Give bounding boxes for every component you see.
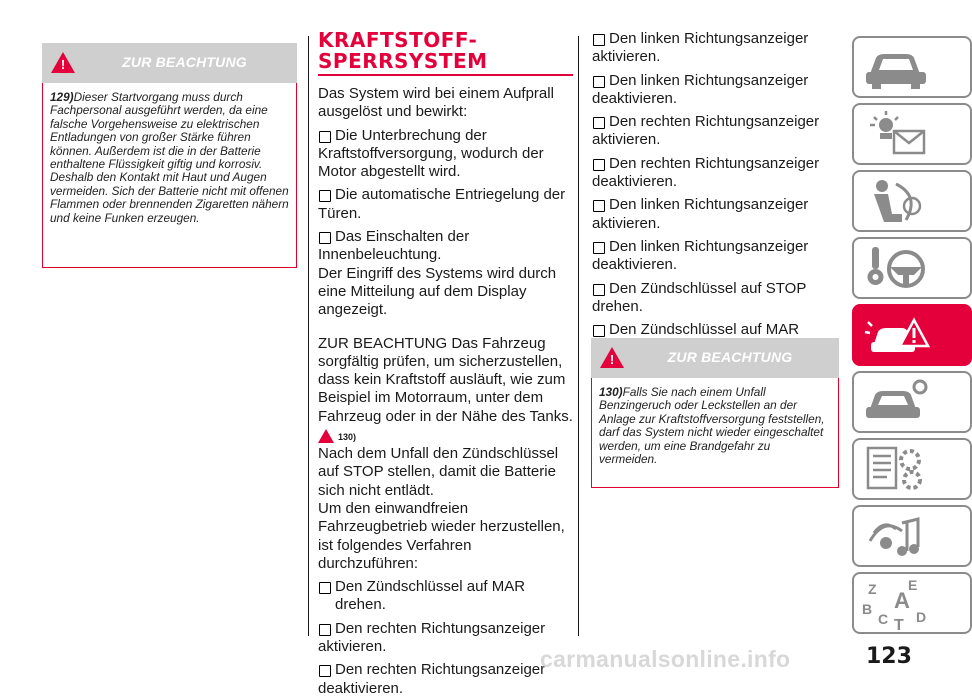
list-item: Den linken Richtungsanzeiger aktivieren.: [592, 30, 842, 67]
caution-paragraph: ZUR BEACHTUNG Das Fahrzeug sorgfältig prüfen, um sicherzustellen, dass kein Kraftstoff ausläuft, wie zum Beispiel im Motorraum, unter dem Fahrzeug oder in der Nähe des Tanks.: [318, 334, 573, 425]
warning-header: [42, 43, 297, 83]
warning-box-129: [42, 43, 297, 268]
warning-triangle-icon: !: [600, 347, 624, 369]
car-icon: [862, 42, 932, 94]
list-item: Den rechten Richtungsanzeiger deaktivieren.: [318, 661, 573, 698]
tab-technical-data[interactable]: [852, 438, 972, 500]
svg-text:C: C: [878, 611, 889, 627]
list-item: Den linken Richtungsanzeiger deaktivieren.: [592, 238, 842, 275]
tab-service[interactable]: [852, 371, 972, 433]
list-item: Den Zündschlüssel auf STOP drehen.: [592, 280, 842, 317]
warning-body: [591, 378, 839, 488]
svg-text:E: E: [908, 577, 918, 593]
tab-multimedia[interactable]: [852, 505, 972, 567]
column-divider: [308, 36, 309, 636]
intro-text: Das System wird bei einem Aufprall ausgelöst und bewirkt:: [318, 85, 554, 121]
page-number: 123: [866, 644, 912, 669]
after-accident-text: Nach dem Unfall den Zündschlüssel auf STOP stellen, damit die Batterie sich nicht entlädt.: [318, 445, 559, 499]
warning-body: [42, 83, 297, 268]
warning-ref: 129): [50, 90, 74, 104]
tab-index[interactable]: [852, 572, 972, 634]
list-item: Den linken Richtungsanzeiger deaktivieren.: [592, 72, 842, 109]
section-title: KRAFTSTOFF- SPERRSYSTEM: [318, 28, 488, 73]
key-steering-wheel-icon: [862, 243, 932, 295]
warning-text: Dieser Startvorgang muss durch Fachpersonal ausgeführt werden, da eine falsche Vorgehensweise zu elektrischen Entladungen von großer Stärke führen können. Außerdem ist die in der Batterie enthaltene Flüssigkeit giftig und korrosiv. Deshalb den Kontakt mit Haut und Augen vermeiden. Sich der Batterie nicht mit offenen Flammen oder brennenden Zigaretten nähern und keine Funken erzeugen.: [50, 90, 289, 225]
tab-emergency[interactable]: [852, 304, 972, 366]
seat-safety-icon: [862, 176, 932, 228]
svg-text:T: T: [894, 617, 904, 634]
warning-box-130: [591, 338, 839, 488]
technical-data-icon: [862, 444, 932, 496]
procedure-intro: Um den einwandfreien Fahrzeugbetrieb wieder herzustellen, ist folgendes Verfahren durchzuführen:: [318, 499, 565, 572]
list-item: Den rechten Richtungsanzeiger deaktivieren.: [592, 155, 842, 192]
index-icon: [862, 577, 932, 634]
list-item: Das Einschalten der Innenbeleuchtung.: [318, 228, 573, 265]
warning-title: ZUR BEACHTUNG: [122, 54, 247, 70]
warning-title: ZUR BEACHTUNG: [667, 349, 793, 365]
svg-text:A: A: [894, 588, 910, 613]
tab-warning-lights[interactable]: [852, 103, 972, 165]
tab-starting-driving[interactable]: [852, 237, 972, 299]
list-item: Den rechten Richtungsanzeiger aktivieren.: [318, 620, 573, 657]
watermark: carmanualsonline.info: [540, 646, 791, 672]
warning-text: Falls Sie nach einem Unfall Benzingeruch oder Leckstellen an der Anlage zur Kraftstoffversorgung feststellen, darf das System nicht wieder eingeschaltet werden, um eine Brandgefahr zu vermeiden.: [599, 385, 825, 467]
car-service-icon: [862, 377, 932, 429]
list-item: Die automatische Entriegelung der Türen.: [318, 186, 573, 223]
warning-ref: 130): [599, 385, 623, 399]
tab-safety[interactable]: [852, 170, 972, 232]
car-emergency-icon: [862, 310, 932, 362]
list-item: Den rechten Richtungsanzeiger aktivieren.: [592, 113, 842, 150]
column-right: [592, 30, 842, 358]
svg-text:B: B: [862, 601, 873, 617]
column-divider: [578, 36, 579, 636]
multimedia-icon: [862, 511, 932, 563]
reference-130: 130): [318, 429, 573, 445]
warning-header: [591, 338, 839, 378]
section-title-rule: [318, 74, 573, 76]
warning-triangle-icon: !: [51, 52, 75, 74]
column-middle: [318, 30, 573, 698]
display-note: Der Eingriff des Systems wird durch eine Mitteilung auf dem Display angezeigt.: [318, 264, 557, 319]
tab-car[interactable]: [852, 36, 972, 98]
warning-lights-icon: [862, 109, 932, 161]
list-item: Den Zündschlüssel auf MAR: [592, 321, 842, 358]
list-item: Den Zündschlüssel auf MAR drehen.: [318, 578, 573, 615]
svg-text:Z: Z: [868, 581, 877, 597]
list-item: Den linken Richtungsanzeiger aktivieren.: [592, 196, 842, 233]
warning-triangle-icon: [318, 429, 338, 445]
list-item: Die Unterbrechung der Kraftstoffversorgung, wodurch der Motor abgestellt wird.: [318, 127, 573, 182]
svg-text:D: D: [916, 609, 927, 625]
